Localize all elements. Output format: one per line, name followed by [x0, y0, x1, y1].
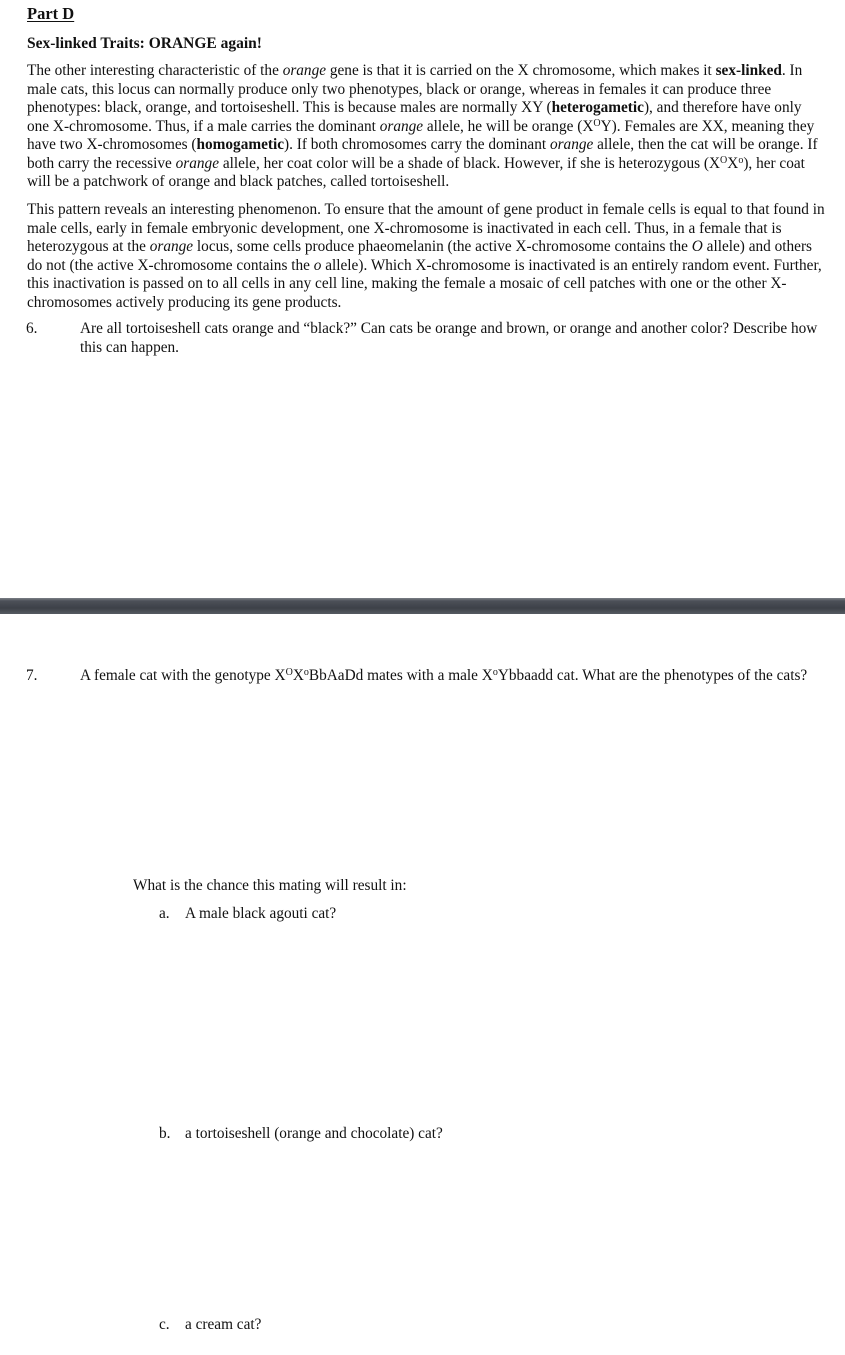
sub-question-b: b. a tortoiseshell (orange and chocolate) cat?	[159, 1125, 443, 1142]
sub-question-prompt: What is the chance this mating will result in:	[133, 877, 407, 894]
question-number: 7.	[26, 667, 38, 684]
section-title: Sex-linked Traits: ORANGE again!	[27, 35, 262, 52]
sub-question-c: c. a cream cat?	[159, 1316, 262, 1333]
question-number: 6.	[26, 320, 38, 337]
part-title: Part D	[27, 4, 75, 23]
question-7: 7. A female cat with the genotype $X^OX^oBbAaDd$ mates with a male $X^oYbbaadd$ cat. What are the phenotypes of the cats?	[26, 667, 808, 684]
x-inactivation-paragraph: This pattern reveals an interesting phenomenon. To ensure that the amount of gene product in female cells is equal to that found in male cells, early in female embryonic development, one X-chromosome is inactivated in each cell. Thus, in a female that is heterozygous at the orange locus, some cells produce phaeomelanin (the active X-chromosome contains the O allele) and others do not (the active X-chromosome contains the o allele). Which X-chromosome is inactivated is an entirely random event. Further, this inactivation is passed on to all cells in any cell line, making the female a mosaic of cell patches with one or the other X-chromosomes actively producing its gene products.	[27, 201, 825, 311]
intro-paragraph: The other interesting characteristic of the orange gene is that it is carried on the X chromosome, which makes it sex-linked. In male cats, this locus can normally produce only two phenotypes, black or orange, whereas in females it can produce three phenotypes: black, orange, and tortoiseshell. This is because males are normally XY (heterogametic), and therefore have only one X-chromosome. Thus, if a male carries the dominant orange allele, he will be orange $(X^OY)$. Females are XX, meaning they have two X-chromosomes (homogametic). If both chromosomes carry the dominant orange allele, then the cat will be orange. If both carry the recessive orange allele, her coat color will be a shade of black. However, if she is heterozygous $(X^OX^o)$, her coat will be a patchwork of orange and black patches, called tortoiseshell.	[27, 62, 818, 190]
question-text: Are all tortoiseshell cats orange and “black?” Can cats be orange and brown, or orange and another color? Describe how this can happen.	[80, 320, 818, 356]
question-6	[26, 320, 840, 357]
sub-question-a: a. A male black agouti cat?	[159, 905, 337, 922]
page-divider	[0, 598, 845, 614]
